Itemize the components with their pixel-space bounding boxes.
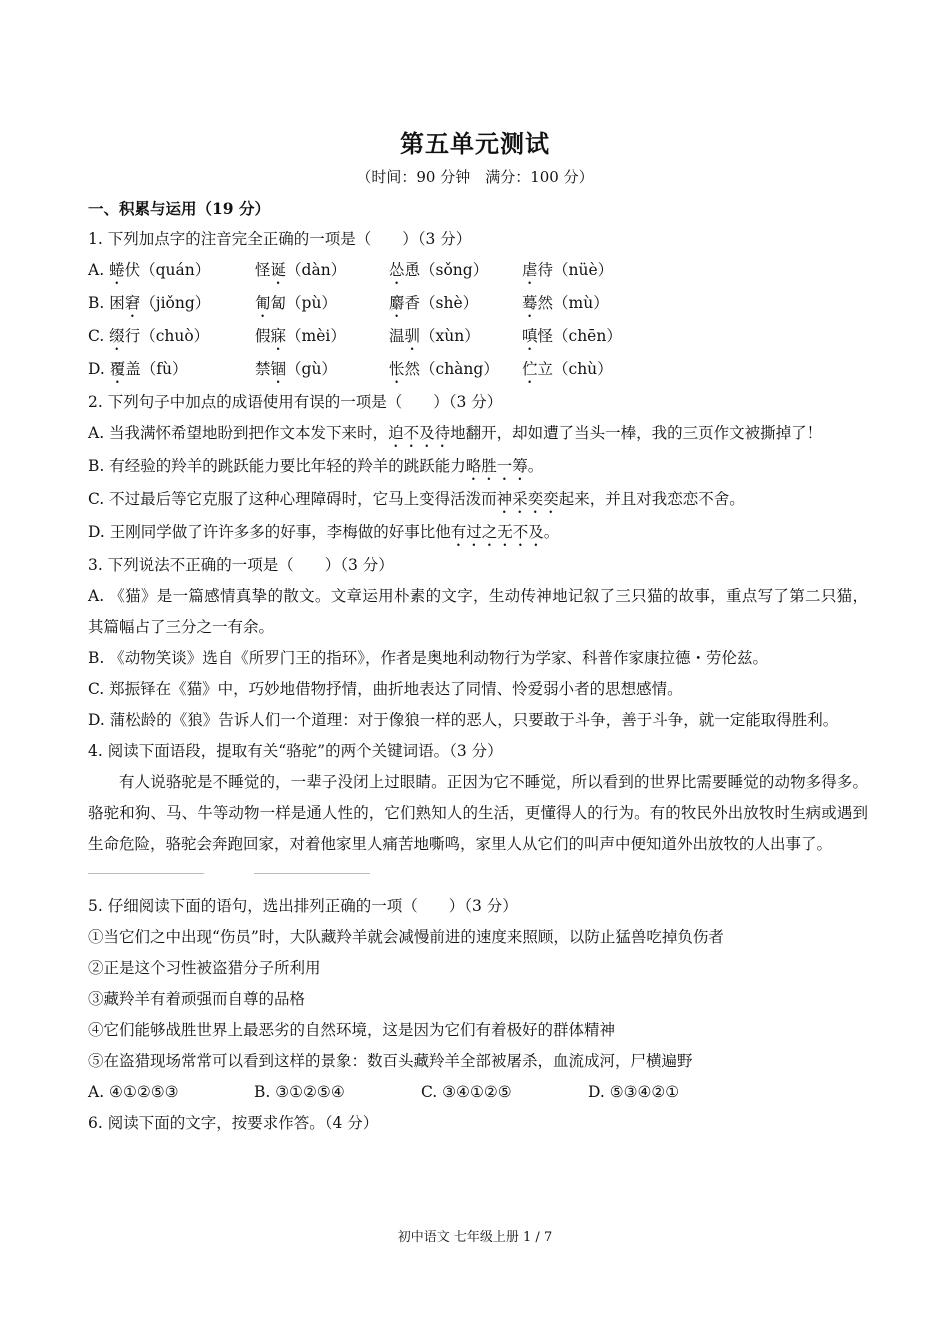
q2-option-a xyxy=(88,418,868,451)
q1-word xyxy=(522,354,672,387)
q3-option-d: D. 蒲松龄的《狼》告诉人们一个道理：对于像狼一样的恶人，只要敢于斗争，善于斗争，就一定能取得胜利。 xyxy=(88,711,839,729)
q3-option-c: C. 郑振铎在《猫》中，巧妙地借物抒情，曲折地表达了同情、怜爱弱小者的思想感情。 xyxy=(88,680,683,698)
q3-option-b: B. 《动物笑谈》选自《所罗门王的指环》，作者是奥地利动物行为学家、科普作家康拉德・劳伦兹。 xyxy=(88,649,768,667)
word-text: （dàn） xyxy=(286,261,347,279)
q3-option-a: A. 《猫》是一篇感情真挚的散文。文章运用朴素的文字，生动传神地记叙了三只猫的故事，重点写了第二只猫，其篇幅占了三分之一有余。 xyxy=(88,587,868,636)
dotted-char: 寐 xyxy=(270,327,287,345)
q1-word xyxy=(522,288,672,321)
q5-option-c: C. ③④①②⑤ xyxy=(421,1083,512,1101)
word-text: 困 xyxy=(109,294,125,312)
dotted-char: 怂 xyxy=(389,261,405,279)
q5-option-b: B. ③①②⑤④ xyxy=(254,1083,345,1101)
sentence-text: 起来，并且对我恋恋不舍。 xyxy=(558,490,745,508)
q1-option-row-c xyxy=(88,321,868,354)
word-text: （mèi） xyxy=(286,327,346,345)
q1-word xyxy=(389,255,522,288)
word-text: 怪 xyxy=(255,261,271,279)
q1-option-c xyxy=(88,321,255,354)
word-text: 待（nüè） xyxy=(537,261,614,279)
word-text: （gù） xyxy=(286,360,337,378)
question-6-stem: 6. 阅读下面的文字，按要求作答。（4 分） xyxy=(88,1114,379,1132)
dotted-char: 锢 xyxy=(270,360,287,378)
q5-option-d: D. ⑤③④②① xyxy=(588,1083,680,1101)
q1-option-d xyxy=(88,354,255,387)
sentence-text: 。 xyxy=(527,457,544,475)
exam-content xyxy=(88,193,868,1139)
sentence-text: 。 xyxy=(543,523,560,541)
q2-option-c xyxy=(88,484,868,517)
word-text: 假 xyxy=(255,327,271,345)
sentence-text: A. 当我满怀希望地盼到把作文本发下来时， xyxy=(88,424,389,442)
sentence-text: 地翻开，却如遭了当头一棒，我的三页作文被撕掉了！ xyxy=(450,424,823,442)
word-text: 匐（pù） xyxy=(270,294,337,312)
q1-word xyxy=(255,354,389,387)
dotted-char: 虐 xyxy=(522,261,538,279)
question-3-stem: 3. 下列说法不正确的一项是（ ）（3 分） xyxy=(88,556,394,574)
q1-option-a xyxy=(88,255,255,288)
question-1-stem: 1. 下列加点字的注音完全正确的一项是（ ）（3 分） xyxy=(88,230,472,248)
q5-options xyxy=(88,1077,868,1108)
word-text: 禁 xyxy=(255,360,271,378)
dotted-char: 怅 xyxy=(389,360,405,378)
dotted-idiom: 迫不及待 xyxy=(388,424,451,442)
dotted-char: 匍 xyxy=(255,294,271,312)
option-label: A. xyxy=(88,261,110,279)
q1-option-row-d xyxy=(88,354,868,387)
dotted-idiom: 有过之无不及 xyxy=(450,523,544,541)
q1-option-row-b xyxy=(88,288,868,321)
exam-time-score: （时间：90 分钟 满分：100 分） xyxy=(356,168,594,186)
word-text: 盖（fù） xyxy=(125,360,188,378)
dotted-char: 窘 xyxy=(124,294,141,312)
q1-word xyxy=(255,288,389,321)
page-footer: 初中语文 七年级上册 1 / 7 xyxy=(397,1230,553,1245)
q2-option-d xyxy=(88,517,868,550)
word-text: 恿（sǒng） xyxy=(404,261,489,279)
dotted-char: 覆 xyxy=(109,360,126,378)
option-label: C. xyxy=(88,327,110,345)
q1-word xyxy=(522,255,672,288)
q1-word xyxy=(389,321,522,354)
question-4-stem: 4. 阅读下面语段，提取有关“骆驼”的两个关键词语。（3 分） xyxy=(88,742,503,760)
question-2-stem: 2. 下列句子中加点的成语使用有误的一项是（ ）（3 分） xyxy=(88,393,503,411)
dotted-char: 蜷 xyxy=(109,261,125,279)
dotted-char: 麝 xyxy=(389,294,405,312)
q4-answer-blanks xyxy=(88,860,868,891)
q1-option-row-a xyxy=(88,255,868,288)
answer-blank-1[interactable] xyxy=(88,873,204,874)
dotted-char: 缀 xyxy=(109,327,125,345)
dotted-char: 蓦 xyxy=(522,294,538,312)
q2-option-b xyxy=(88,451,868,484)
q5-sentence-2: ②正是这个习性被盗猎分子所利用 xyxy=(88,959,321,977)
word-text: 温 xyxy=(389,327,405,345)
word-text: 然（mù） xyxy=(537,294,609,312)
dotted-char: 诞 xyxy=(270,261,287,279)
word-text: 香（shè） xyxy=(404,294,479,312)
sentence-text: C. 不过最后等它克服了这种心理障碍时，它马上变得活泼而 xyxy=(88,490,497,508)
word-text: 行（chuò） xyxy=(124,327,210,345)
sentence-text: D. 王刚同学做了许许多多的好事，李梅做的好事比他 xyxy=(88,523,451,541)
dotted-char: 嗔 xyxy=(522,327,538,345)
word-text: 伏（quán） xyxy=(124,261,211,279)
q1-word xyxy=(255,255,389,288)
q5-sentence-1: ①当它们之中出现“伤员”时，大队藏羚羊就会减慢前进的速度来照顾，以防止猛兽吃掉负伤者 xyxy=(88,928,724,946)
q1-word xyxy=(389,354,522,387)
q5-option-a: A. ④①②⑤③ xyxy=(88,1083,179,1101)
q1-word xyxy=(522,321,672,354)
word-text: 立（chù） xyxy=(537,360,613,378)
q4-passage: 有人说骆驼是不睡觉的，一辈子没闭上过眼睛。正因为它不睡觉，所以看到的世界比需要睡觉的动物多得多。骆驼和狗、马、牛等动物一样是通人性的，它们熟知人的生活，更懂得人的行为。有的牧民外出放牧时生病或遇到生命危险，骆驼会奔跑回家，对着他家里人痛苦地嘶鸣，家里人从它们的叫声中便知道外出放牧的人出事了。 xyxy=(88,773,868,853)
q1-option-b xyxy=(88,288,255,321)
q5-sentence-4: ④它们能够战胜世界上最恶劣的自然环境，这是因为它们有着极好的群体精神 xyxy=(88,1021,616,1039)
q1-word xyxy=(255,321,389,354)
q1-word xyxy=(389,288,522,321)
q5-sentence-3: ③藏羚羊有着顽强而自尊的品格 xyxy=(88,990,306,1008)
page-title: 第五单元测试 xyxy=(400,129,550,158)
word-text: （jiǒng） xyxy=(140,294,211,312)
option-label: D. xyxy=(88,360,110,378)
option-label: B. xyxy=(88,294,110,312)
dotted-char: 伫 xyxy=(522,360,538,378)
answer-blank-2[interactable] xyxy=(254,873,370,874)
sentence-text: B. 有经验的羚羊的跳跃能力要比年轻的羚羊的跳跃能力 xyxy=(88,457,466,475)
dotted-idiom: 略胜一筹 xyxy=(465,457,528,475)
word-text: 怪（chēn） xyxy=(537,327,622,345)
dotted-idiom: 神采奕奕 xyxy=(496,490,559,508)
section-heading: 一、积累与运用（19 分） xyxy=(88,199,270,218)
word-text: 然（chàng） xyxy=(404,360,499,378)
q5-sentence-5: ⑤在盗猎现场常常可以看到这样的景象：数百头藏羚羊全部被屠杀，血流成河，尸横遍野 xyxy=(88,1052,693,1070)
dotted-char: 驯 xyxy=(404,327,421,345)
question-5-stem: 5. 仔细阅读下面的语句，选出排列正确的一项（ ）（3 分） xyxy=(88,897,518,915)
word-text: （xùn） xyxy=(420,327,480,345)
